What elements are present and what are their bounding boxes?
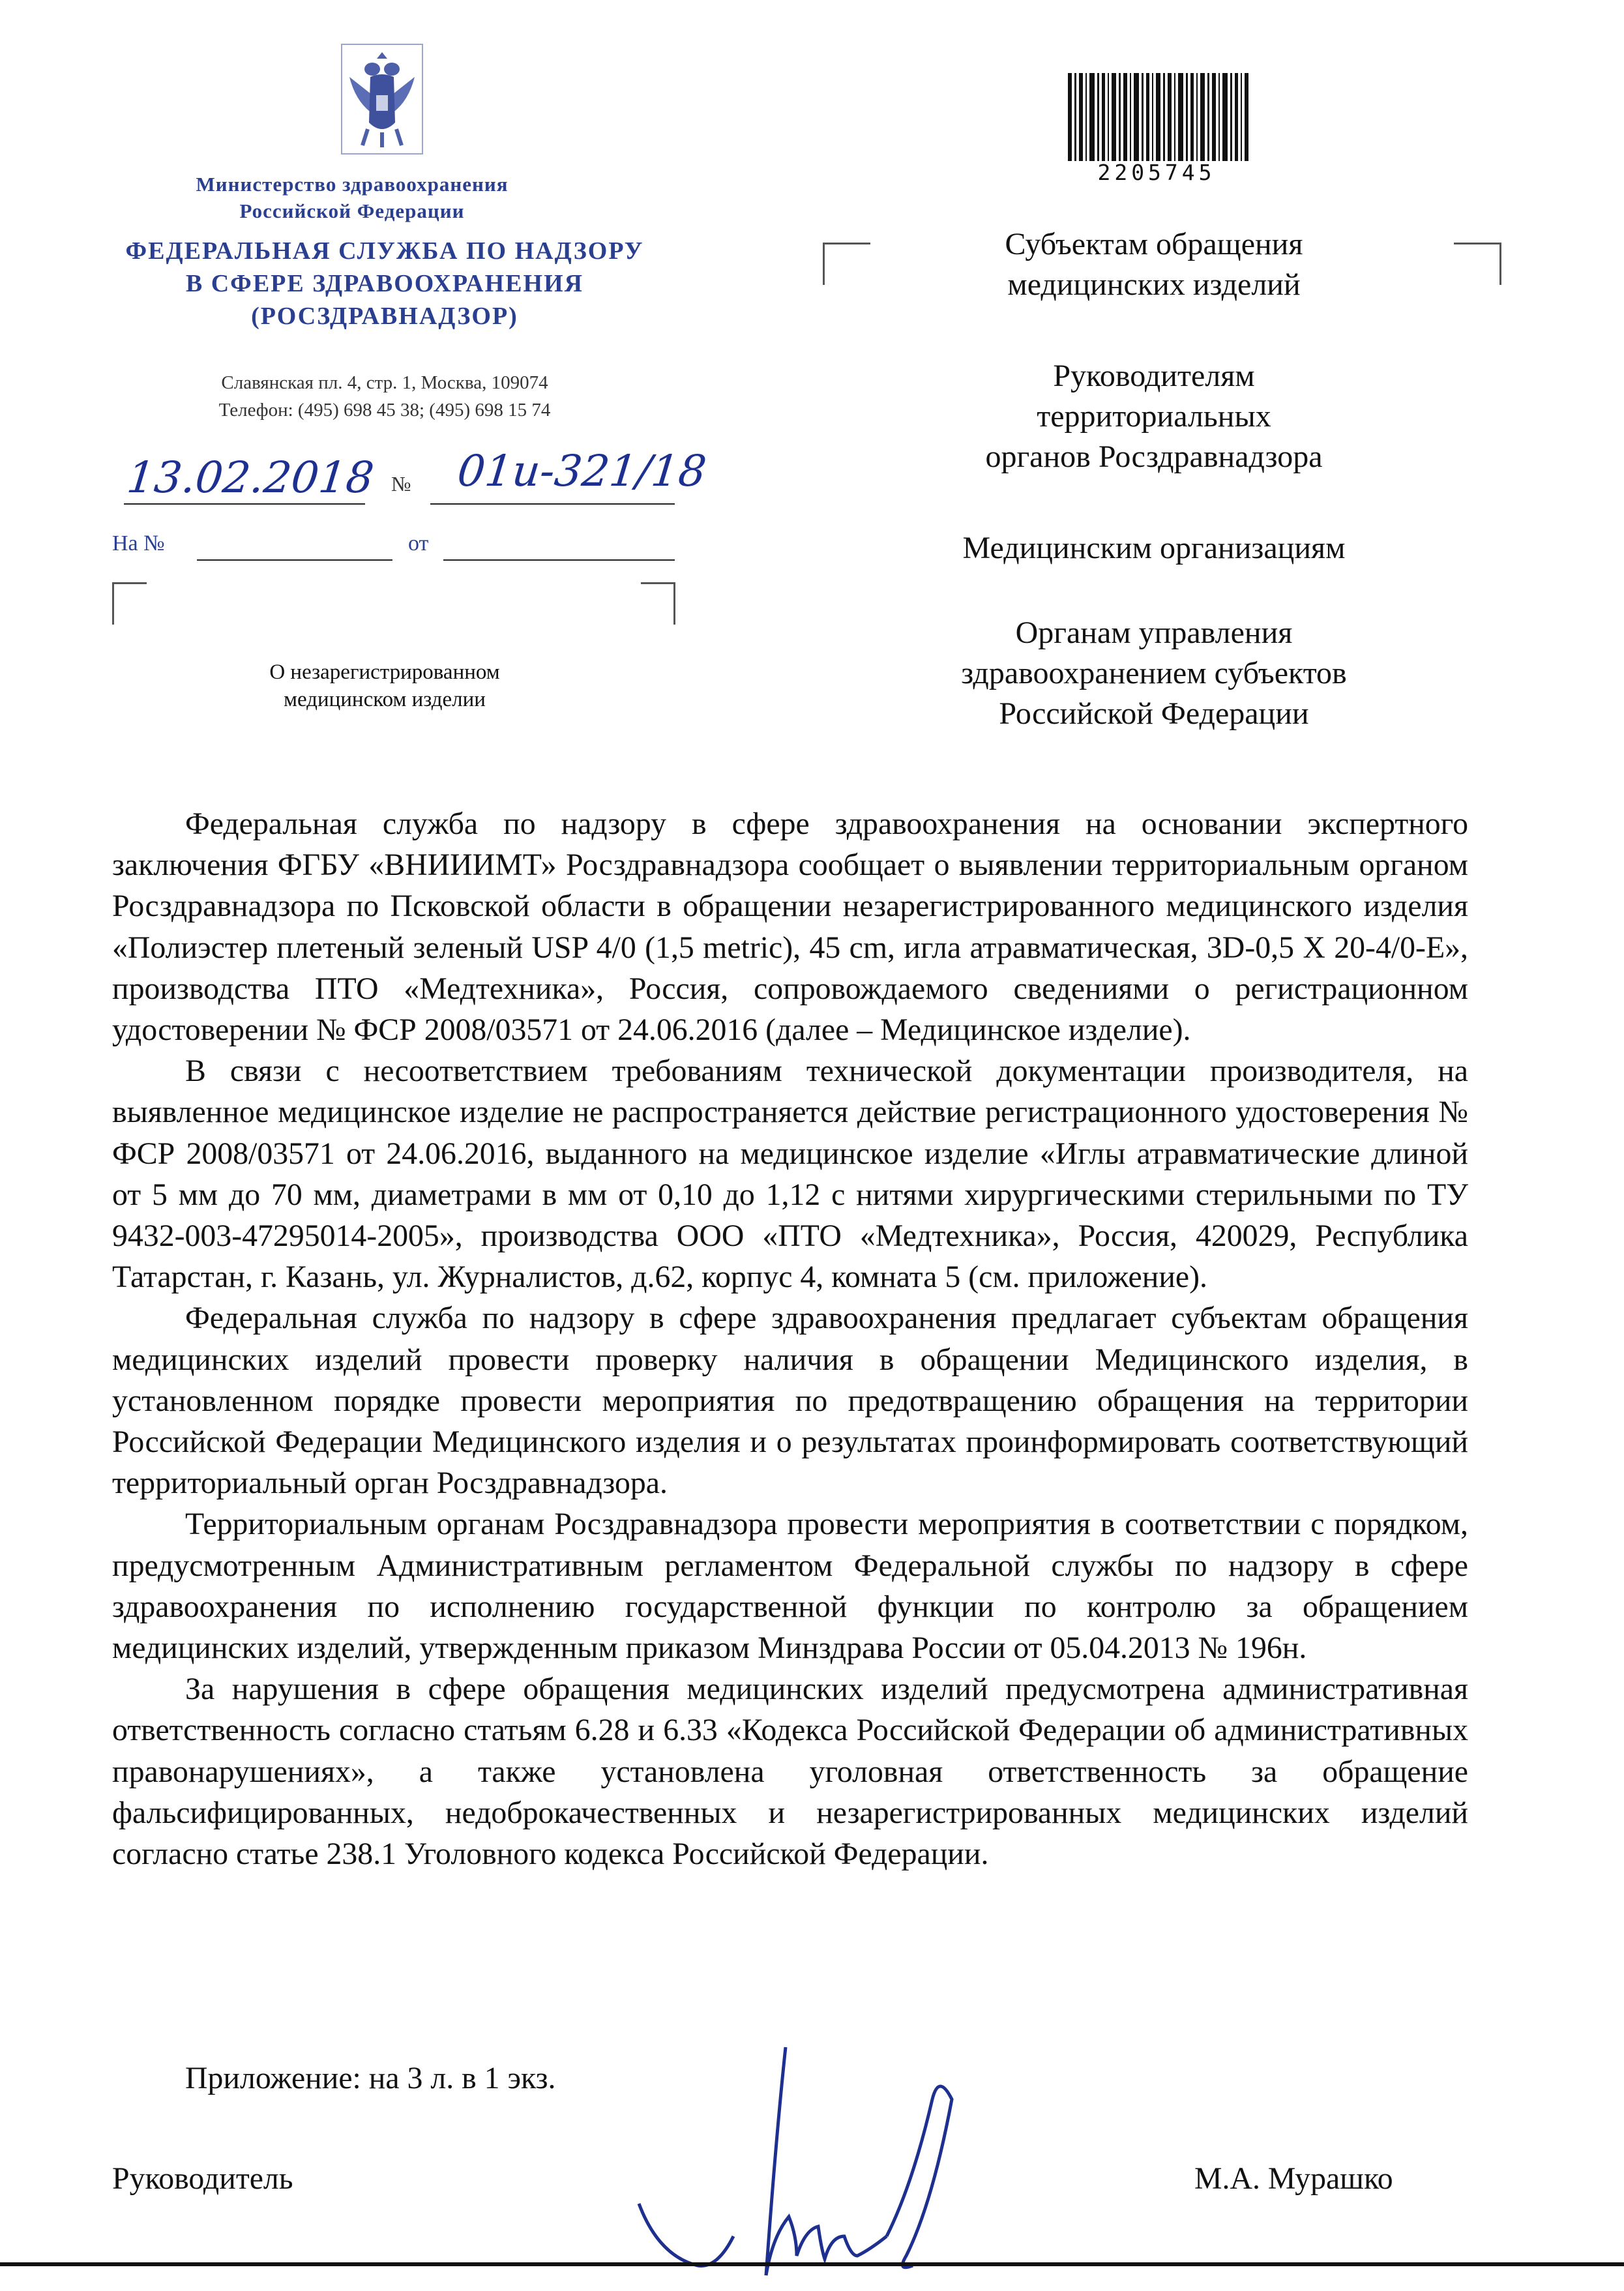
- number-sign: №: [391, 472, 411, 495]
- from-label: от: [408, 531, 429, 555]
- recipient-bracket-left: [823, 243, 870, 285]
- number-underline: [430, 503, 675, 505]
- recipient-territorial-heads: [887, 356, 1421, 477]
- recipient-line: Органам управления: [1015, 615, 1293, 650]
- recipient-line: Субъектам обращения: [1005, 227, 1303, 261]
- paragraph-1: Федеральная служба по надзору в сфере здравоохранения на основании экспертного заключения ФГБУ «ВНИИИМТ» Росздравнадзора сообщает о выявлении территориальным органом Росздравнадзора по Псковской области в обращении незарегистрированного медицинского изделия «Полиэстер плетеный зеленый USP 4/0 (1,5 metric), 45 cm, игла атравматическая, 3D-0,5 X 20-4/0-E», производства ПТО «Медтехника», Россия, сопровождаемого сведениями о регистрационном удостоверении № ФСР 2008/03571 от 24.06.2016 (далее – Медицинское изделие).: [112, 806, 1468, 1048]
- address-block: [130, 369, 639, 424]
- recipient-subjects: [887, 224, 1421, 305]
- ministry-line-1: Министерство здравоохранения: [196, 173, 509, 196]
- recipient-line: медицинских изделий: [1007, 267, 1301, 302]
- service-line-3: (РОСЗДРАВНАДЗОР): [251, 303, 518, 330]
- handwritten-signature: [626, 2041, 1030, 2288]
- from-date-line: [443, 559, 675, 561]
- service-line-2: В СФЕРЕ ЗДРАВООХРАНЕНИЯ: [185, 270, 584, 297]
- paragraph-4: Территориальным органам Росздравнадзора провести мероприятия в соответствии с порядком, предусмотренным Административным регламентом Федеральной службы по надзору в сфере здравоохранения по исполнению государственной функции по контролю за обращением медицинских изделий, утвержденным приказом Минздрава России от 05.04.2013 № 196н.: [112, 1507, 1468, 1666]
- paragraph-5: За нарушения в сфере обращения медицинских изделий предусмотрена административная ответственность согласно статьям 6.28 и 6.33 «Кодекса Российской Федерации об административных правонарушениях», а также установлена уголовная ответственность за обращение фальсифицированных, недоброкачественных и незарегистрированных медицинских изделий согласно статье 238.1 Уголовного кодекса Российской Федерации.: [112, 1672, 1468, 1872]
- recipient-medical-orgs: [887, 528, 1421, 569]
- bracket-left-top: [112, 582, 147, 625]
- bracket-right-top: [641, 582, 675, 625]
- date-underline: [124, 503, 365, 505]
- recipient-line: Медицинским организациям: [962, 531, 1346, 565]
- reply-number-line: [197, 559, 392, 561]
- reply-label: На №: [112, 531, 165, 555]
- attachment-note: Приложение: на 3 л. в 1 экз.: [185, 2061, 556, 2095]
- subject-line-2: медицинском изделии: [284, 688, 486, 711]
- barcode-number: 2205745: [1097, 160, 1216, 185]
- recipient-line: Руководителям: [1053, 359, 1255, 393]
- phone-line: Телефон: (495) 698 45 38; (495) 698 15 74: [218, 400, 551, 421]
- subject-line-1: О незарегистрированном: [269, 660, 500, 684]
- recipient-line: здравоохранением субъектов: [961, 656, 1347, 690]
- letter-body: [112, 803, 1468, 1874]
- paragraph-2: В связи с несоответствием требованиям технической документации производителя, на выявленное медицинское изделие не распространяется действие регистрационного удостоверения № ФСР 2008/03571 от 24.06.2016, выданного на медицинское изделие «Иглы атравматические длиной от 5 мм до 70 мм, диаметрами в мм от 0,10 до 1,12 с нитями хирургическими стерильными по ТУ 9432-003-47295014-2005», производства ООО «ПТО «Медтехника», Россия, 420029, Республика Татарстан, г. Казань, ул. Журналистов, д.62, корпус 4, комната 5 (см. приложение).: [112, 1054, 1468, 1295]
- signatory-name: М.А. Мурашко: [1194, 2161, 1393, 2196]
- registration-number: 01и-321/18: [455, 446, 709, 496]
- recipient-bracket-right: [1454, 243, 1501, 285]
- page-bottom-border: [0, 2262, 1624, 2266]
- registration-date: 13.02.2018: [125, 452, 376, 503]
- address-line: Славянская пл. 4, стр. 1, Москва, 109074: [221, 372, 548, 393]
- coat-of-arms-icon: [336, 38, 428, 162]
- subject-block: [215, 658, 554, 713]
- recipient-health-authorities: [887, 613, 1421, 734]
- ministry-line-2: Российской Федерации: [239, 200, 465, 222]
- recipient-line: территориальных: [1037, 399, 1271, 434]
- ministry-name: [111, 171, 593, 224]
- service-name: [85, 235, 685, 333]
- barcode: [1068, 73, 1263, 161]
- signatory-role: Руководитель: [112, 2161, 293, 2196]
- recipient-line: Российской Федерации: [999, 696, 1309, 731]
- recipient-line: органов Росздравнадзора: [985, 439, 1323, 474]
- service-line-1: ФЕДЕРАЛЬНАЯ СЛУЖБА ПО НАДЗОРУ: [125, 237, 644, 265]
- paragraph-3: Федеральная служба по надзору в сфере здравоохранения предлагает субъектам обращения медицинских изделий провести проверку наличия в обращении Медицинского изделия, в установленном порядке провести мероприятия по предотвращению обращения на территории Российской Федерации Медицинского изделия и о результатах проинформировать соответствующий территориальный орган Росздравнадзора.: [112, 1301, 1468, 1501]
